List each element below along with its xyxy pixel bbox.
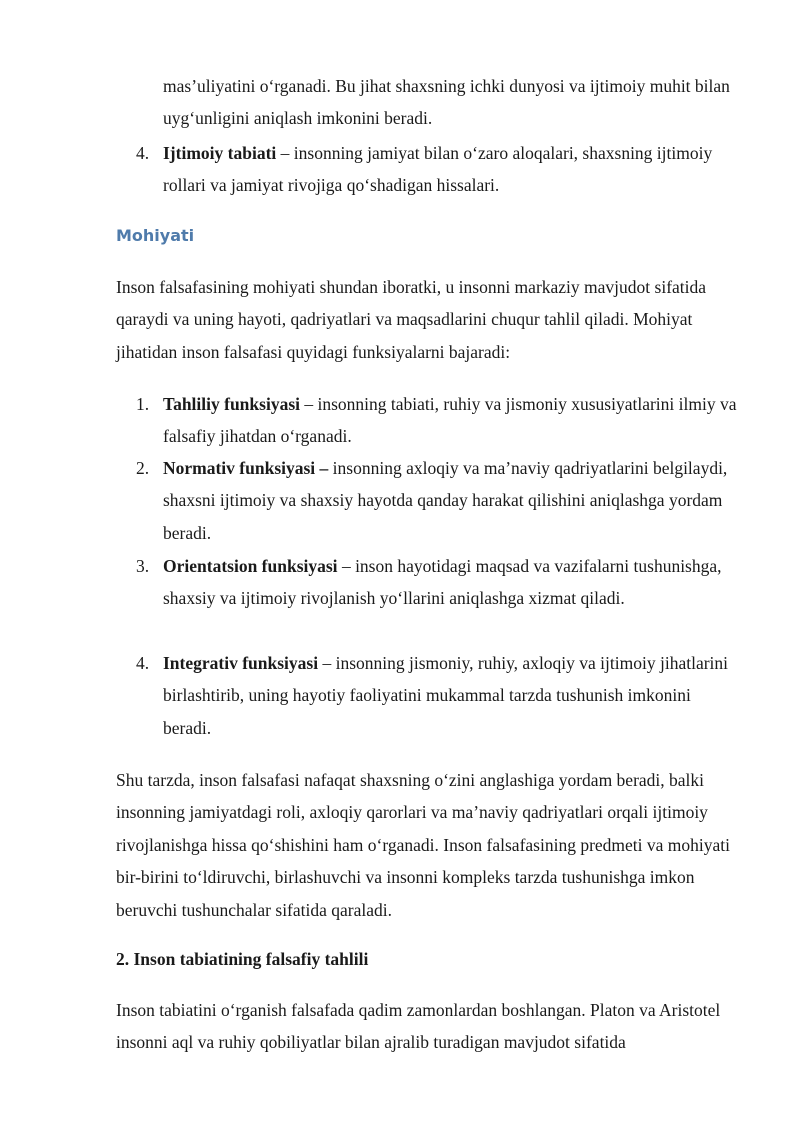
paragraph-section-2: Inson tabiatini o‘rganish falsafada qadim zamonlardan boshlangan. Platon va Aristotel insonni aql va ruhiy qobiliyatlar bilan ajralib turadigan mavjudot sifatida: [116, 1000, 721, 1053]
list-item-tahliliy: [163, 388, 743, 453]
section-heading-mohiyati: Mohiyati: [116, 226, 195, 245]
list-number: 4.: [136, 143, 150, 163]
list-number: 4.: [136, 653, 150, 673]
paragraph-conclusion: Shu tarzda, inson falsafasi nafaqat shaxsning o‘zini anglashiga yordam beradi, balki insonning jamiyatdagi roli, axloqiy qarorlari va ma’naviy qadriyatlari orqali ijtimoiy rivojlanishga hissa qo‘shishini ham o‘rganadi. Inson falsafasining predmeti va mohiyati bir-birini to‘ldiruvchi, birlashuvchi va insonni kompleks tarzda tushunishga imkon beruvchi tushunchalar sifatida qaraladi.: [116, 770, 731, 920]
list-item-text: – insonning tabiati, ruhiy va jismoniy xususiyatlarini ilmiy va falsafiy jihatdan o‘rganadi.: [163, 394, 737, 447]
list-item-term: Orientatsion funksiyasi: [163, 556, 338, 576]
list-item-term: Ijtimoiy tabiati: [163, 143, 277, 163]
list-item-term: Integrativ funksiyasi: [163, 653, 319, 673]
list-item-text: – inson hayotidagi maqsad va vazifalarni tushunishga, shaxsiy va ijtimoiy rivojlanish yo‘llarini aniqlashga xizmat qiladi.: [163, 556, 722, 609]
list-item-integrativ: [163, 647, 743, 744]
list-item-term: Normativ funksiyasi –: [163, 458, 329, 478]
list-item-term: Tahliliy funksiyasi: [163, 394, 300, 414]
list-item-ijtimoiy-tabiati: [163, 137, 743, 202]
list-item-text: insonning axloqiy va ma’naviy qadriyatlarini belgilaydi, shaxsni ijtimoiy va shaxsiy hayotda qanday harakat qilishini aniqlashga yordam beradi.: [163, 458, 728, 543]
list-item-continuation: mas’uliyatini o‘rganadi. Bu jihat shaxsning ichki dunyosi va ijtimoiy muhit bilan uyg‘unligini aniqlash imkonini beradi.: [163, 76, 730, 129]
section-heading-2: 2. Inson tabiatining falsafiy tahlili: [116, 949, 369, 969]
list-item-text: – insonning jamiyat bilan o‘zaro aloqalari, shaxsning ijtimoiy rollari va jamiyat rivojiga qo‘shadigan hissalari.: [163, 143, 713, 196]
list-number: 2.: [136, 458, 150, 478]
list-number: 3.: [136, 556, 150, 576]
list-number: 1.: [136, 394, 150, 414]
list-item-text: – insonning jismoniy, ruhiy, axloqiy va ijtimoiy jihatlarini birlashtirib, uning hayotiy faoliyatini mukammal tarzda tushunish imkonini beradi.: [163, 653, 729, 738]
list-item-normativ: [163, 452, 743, 549]
list-item-orientatsion: [163, 550, 743, 615]
paragraph-intro: Inson falsafasining mohiyati shundan iboratki, u insonni markaziy mavjudot sifatida qaraydi va uning hayoti, qadriyatlari va maqsadlarini chuqur tahlil qiladi. Mohiyat jihatidan inson falsafasi quyidagi funksiyalarni bajaradi:: [116, 277, 707, 362]
